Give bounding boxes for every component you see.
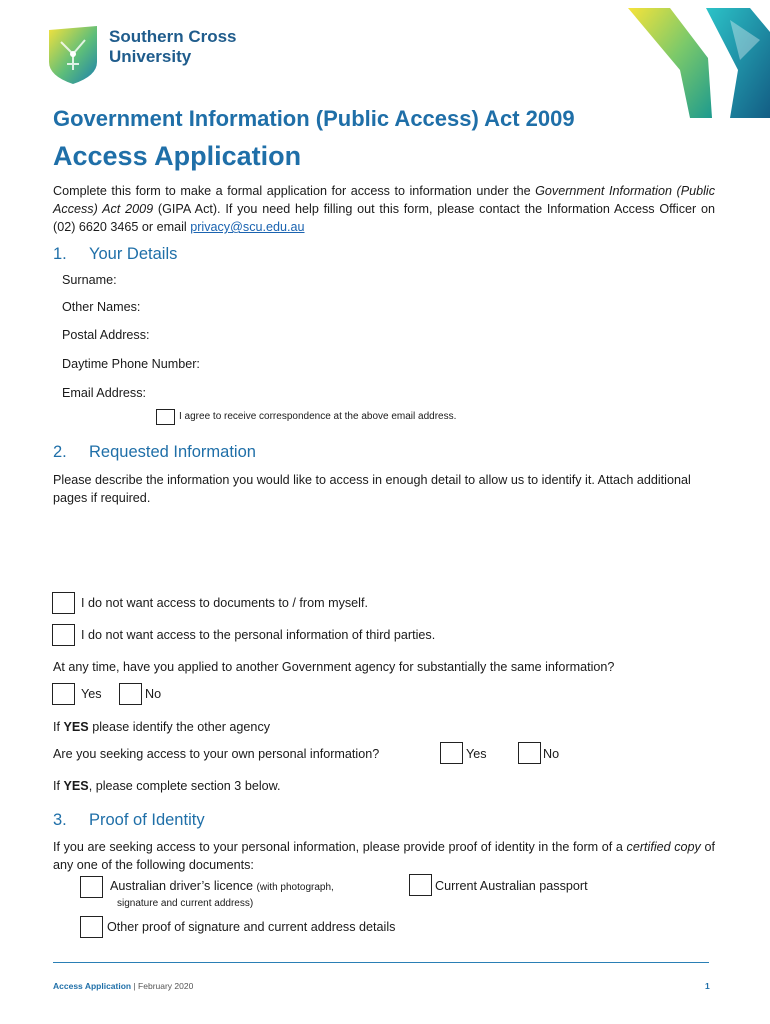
complete-yes-bold: YES (63, 779, 89, 793)
complete-section3-text: , please complete section 3 below. (88, 779, 281, 793)
university-logo-icon (45, 24, 101, 86)
own-info-yes-label: Yes (466, 747, 487, 761)
poi-intro-b: of any one of the following documents: (53, 840, 715, 872)
licence-note-a: (with photograph, (256, 882, 334, 893)
email-address-label: Email Address: (62, 386, 146, 400)
licence-text: Australian driver’s licence (110, 879, 254, 893)
section-3-title: Proof of Identity (89, 811, 205, 829)
university-name-line2: University (109, 47, 192, 66)
footer-date: February 2020 (138, 981, 194, 991)
poi-intro-a: If you are seeking access to your personal information, please provide proof of identity in the form of a (53, 840, 627, 854)
section-2-title: Requested Information (89, 443, 256, 461)
footer-divider (53, 962, 709, 963)
section-2-heading (53, 443, 256, 462)
identify-if-prefix: If (53, 720, 64, 734)
licence-label (110, 879, 334, 893)
other-proof-label: Other proof of signature and current address details (107, 920, 396, 934)
complete-section3-note (53, 779, 281, 793)
own-info-question: Are you seeking access to your own personal information? (53, 747, 380, 761)
licence-checkbox[interactable] (80, 876, 103, 898)
intro-act-name: Government Information (Public Access) Act 2009 (53, 184, 715, 216)
intro-paragraph (53, 182, 715, 236)
no-third-party-checkbox[interactable] (52, 624, 75, 646)
university-name (109, 27, 237, 67)
own-info-no-checkbox[interactable] (518, 742, 541, 764)
own-info-no-label: No (543, 747, 560, 761)
proof-of-identity-intro (53, 838, 715, 874)
university-name-line1: Southern Cross (109, 27, 237, 46)
other-proof-checkbox[interactable] (80, 916, 103, 938)
section-3-number: 3. (53, 811, 67, 829)
other-agency-no-label: No (145, 687, 162, 701)
passport-checkbox[interactable] (409, 874, 432, 896)
no-third-party-label: I do not want access to the personal information of third parties. (81, 628, 436, 642)
section-1-heading (53, 245, 177, 264)
postal-address-label: Postal Address: (62, 328, 150, 342)
poi-certified-copy: certified copy (626, 840, 701, 854)
other-agency-yes-label: Yes (81, 687, 102, 701)
intro-text-b: (GIPA Act). If you need help filling out this form, please contact the Information Access Officer on (02) 6620 3465 or email (53, 202, 716, 234)
other-names-label: Other Names: (62, 300, 141, 314)
surname-label: Surname: (62, 273, 117, 287)
page-title: Access Application (53, 141, 302, 171)
licence-note-b: signature and current address) (117, 898, 254, 909)
complete-if-prefix: If (53, 779, 64, 793)
intro-text-a: Complete this form to make a formal application for access to information under the (53, 184, 536, 198)
identify-yes-bold: YES (63, 720, 89, 734)
daytime-phone-label: Daytime Phone Number: (62, 357, 200, 371)
section-1-title: Your Details (89, 245, 178, 263)
section-3-heading (53, 811, 205, 830)
identify-agency-prompt (53, 720, 270, 734)
page-number: 1 (705, 981, 710, 991)
no-own-documents-checkbox[interactable] (52, 592, 75, 614)
footer-separator: | (131, 981, 139, 991)
email-consent-checkbox[interactable] (156, 409, 175, 425)
other-agency-no-checkbox[interactable] (119, 683, 142, 705)
passport-label: Current Australian passport (435, 879, 588, 893)
email-consent-label: I agree to receive correspondence at the above email address. (179, 411, 457, 422)
no-own-documents-label: I do not want access to documents to / from myself. (81, 596, 368, 610)
other-agency-question: At any time, have you applied to another Government agency for substantially the same information? (53, 660, 615, 674)
section-2-number: 2. (53, 443, 67, 461)
brand-ribbon-graphic (620, 0, 770, 120)
footer-doc-info (53, 981, 193, 991)
privacy-email-link[interactable]: privacy@scu.edu.au (190, 220, 305, 234)
identify-agency-text: please identify the other agency (88, 720, 271, 734)
section-1-number: 1. (53, 245, 67, 263)
requested-info-instructions: Please describe the information you would like to access in enough detail to allow us to identify it. Attach additional pages if required. (53, 473, 691, 505)
footer-doc-name: Access Application (53, 981, 132, 991)
other-agency-yes-checkbox[interactable] (52, 683, 75, 705)
own-info-yes-checkbox[interactable] (440, 742, 463, 764)
act-title: Government Information (Public Access) Act 2009 (53, 106, 575, 131)
